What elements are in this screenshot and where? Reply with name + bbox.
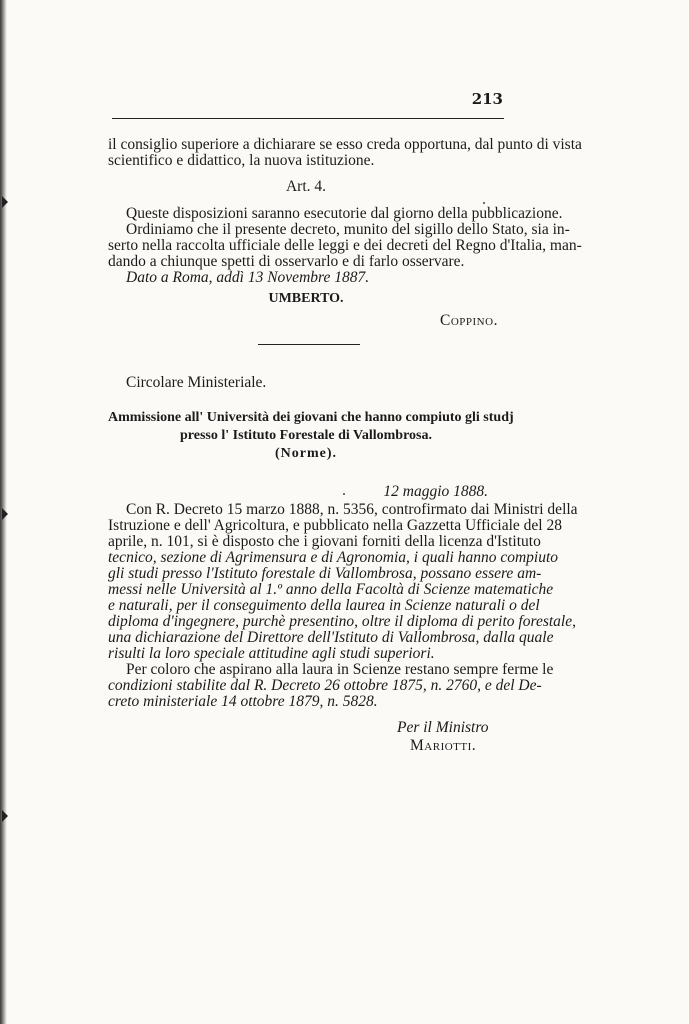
- page-number: 213: [471, 90, 503, 108]
- circular-subtitle: (Norme).: [274, 446, 338, 461]
- body-line: e naturali, per il conseguimento della laurea in Scienze naturali o del: [108, 597, 540, 614]
- body-line: gli studi presso l'Istituto forestale di Vallombrosa, possano essere am-: [108, 565, 542, 582]
- decree-line: Queste disposizioni saranno esecutorie dal giorno della pubblicazione.: [126, 205, 563, 222]
- closing-signatory: Mariotti.: [410, 737, 477, 754]
- body-line: diploma d'ingegnere, purchè presentino, oltre il diploma di perito forestale,: [108, 613, 576, 630]
- body-line: Per coloro che aspirano alla laura in Scienze restano sempre ferme le: [126, 661, 554, 678]
- section-divider: [258, 344, 360, 345]
- header-rule: [112, 118, 504, 119]
- body-line: tecnico, sezione di Agrimensura e di Agronomia, i quali hanno compiuto: [108, 549, 559, 566]
- circular-label: Circolare Ministeriale.: [126, 374, 267, 391]
- body-line: creto ministeriale 14 ottobre 1879, n. 5828.: [108, 693, 378, 710]
- body-line: aprile, n. 101, si è disposto che i giovani forniti della licenza d'Istituto: [108, 533, 541, 550]
- decree-line: dando a chiunque spetti di osservarlo e di farlo osservare.: [108, 253, 465, 270]
- body-line: una dichiarazione del Direttore dell'Istituto di Vallombrosa, dalla quale: [108, 629, 554, 646]
- decree-line: serto nella raccolta ufficiale delle leggi e dei decreti del Regno d'Italia, man-: [108, 237, 582, 254]
- circular-date: 12 maggio 1888.: [383, 483, 488, 500]
- body-line: Istruzione e dell' Agricoltura, e pubblicato nella Gazzetta Ufficiale del 28: [108, 517, 562, 534]
- article-heading: Art. 4.: [285, 178, 327, 195]
- given-at-line: Dato a Roma, addì 13 Novembre 1887.: [126, 269, 370, 286]
- signature-king: UMBERTO.: [268, 291, 344, 306]
- signature-minister: Coppino.: [440, 312, 498, 329]
- body-line: condizioni stabilite dal R. Decreto 26 ottobre 1875, n. 2760, e del De-: [108, 677, 542, 694]
- body-line: Con R. Decreto 15 marzo 1888, n. 5356, controfirmato dai Ministri della: [126, 501, 578, 518]
- intro-line: il consiglio superiore a dichiarare se esso creda opportuna, dal punto di vista: [108, 136, 582, 153]
- binding-mark-icon: [0, 196, 9, 208]
- intro-line: scientifico e didattico, la nuova istituzione.: [108, 152, 375, 169]
- circular-title-line: presso l' Istituto Forestale di Vallombrosa.: [179, 428, 433, 443]
- print-speck: [483, 202, 485, 204]
- circular-title-line: Ammissione all' Università dei giovani che hanno compiuto gli studj: [108, 410, 514, 425]
- closing-for-minister: Per il Ministro: [397, 719, 489, 736]
- body-line: risulti la loro speciale attitudine agli studi superiori.: [108, 645, 435, 662]
- binding-mark-icon: [0, 508, 9, 520]
- body-line: messi nelle Università al 1.º anno della Facoltà di Scienze matematiche: [108, 581, 554, 598]
- decree-line: Ordiniamo che il presente decreto, munito del sigillo dello Stato, sia in-: [126, 221, 570, 238]
- binding-mark-icon: [0, 810, 9, 822]
